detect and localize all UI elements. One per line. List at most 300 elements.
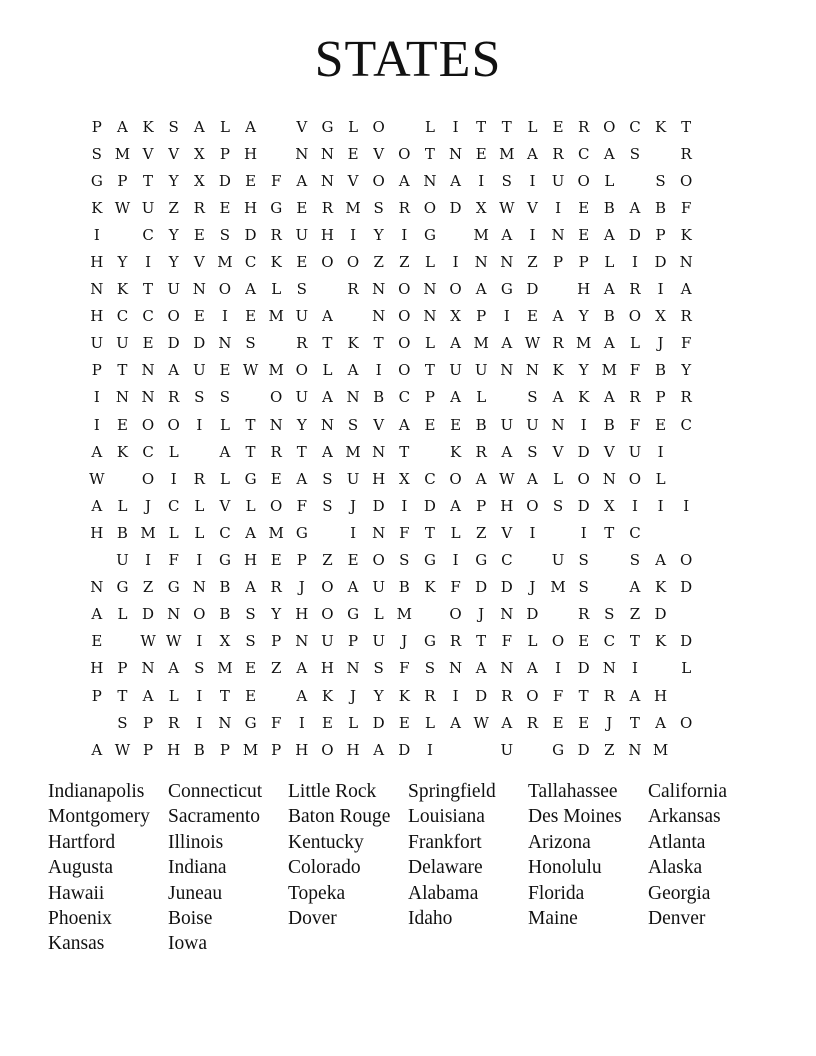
grid-cell: N — [141, 388, 155, 407]
grid-cell: S — [194, 388, 205, 407]
grid-cell: E — [91, 632, 103, 651]
grid-cell: X — [398, 469, 410, 488]
grid-row — [84, 574, 699, 601]
word-list-item: Topeka — [288, 882, 346, 904]
grid-cell: O — [167, 415, 180, 434]
grid-cell: B — [116, 523, 128, 542]
grid-cell: Z — [399, 253, 410, 272]
grid-cell: K — [578, 388, 590, 407]
grid-cell: K — [270, 253, 282, 272]
grid-cell: I — [631, 659, 638, 678]
grid-cell: A — [501, 334, 513, 353]
word-list-item: Dover — [288, 908, 337, 930]
grid-cell: W — [89, 469, 105, 488]
grid-cell: E — [655, 415, 667, 434]
grid-cell: S — [245, 334, 256, 353]
grid-cell: G — [347, 605, 360, 624]
grid-cell: U — [500, 740, 514, 759]
grid-cell: P — [476, 496, 487, 515]
grid-cell: L — [553, 469, 564, 488]
grid-cell: P — [143, 713, 154, 732]
grid-cell: N — [167, 605, 181, 624]
grid-cell: O — [270, 496, 283, 515]
grid-cell: L — [168, 523, 179, 542]
grid-cell — [315, 280, 341, 298]
grid-cell: L — [424, 713, 435, 732]
grid-cell: E — [424, 415, 436, 434]
grid-cell: T — [322, 334, 333, 353]
grid-cell: Z — [270, 659, 282, 678]
grid-cell: O — [398, 334, 411, 353]
grid-cell: J — [606, 713, 613, 732]
grid-cell: H — [90, 523, 104, 542]
grid-cell — [648, 524, 674, 542]
grid-cell: R — [270, 578, 282, 597]
grid-cell: H — [577, 280, 591, 299]
grid-cell: C — [142, 442, 154, 461]
grid-cell: A — [629, 578, 641, 597]
grid-cell: P — [655, 225, 666, 244]
grid-cell: E — [245, 659, 257, 678]
grid-cell — [648, 145, 674, 163]
grid-cell: A — [603, 225, 615, 244]
grid-cell: A — [450, 388, 461, 407]
grid-cell: E — [321, 713, 333, 732]
word-list-item: Florida — [528, 882, 585, 904]
grid-cell: G — [500, 280, 513, 299]
grid-cell: M — [217, 253, 233, 272]
grid-cell: I — [221, 307, 228, 326]
grid-cell: F — [501, 632, 513, 651]
grid-cell: F — [552, 686, 564, 705]
grid-cell: G — [552, 740, 565, 759]
grid-cell: M — [242, 740, 259, 759]
grid-cell: K — [654, 578, 667, 597]
grid-cell: U — [474, 361, 488, 380]
grid-cell: D — [577, 740, 590, 759]
grid-cell: S — [296, 280, 307, 299]
grid-cell: E — [578, 632, 590, 651]
grid-cell: Z — [527, 253, 538, 272]
grid-cell: E — [296, 198, 308, 217]
grid-cell: V — [219, 496, 231, 515]
grid-row — [84, 113, 699, 140]
grid-cell — [597, 578, 623, 596]
grid-cell: Y — [296, 415, 307, 434]
grid-cell: O — [398, 144, 411, 163]
grid-cell: S — [629, 551, 641, 570]
grid-cell: O — [346, 253, 360, 272]
grid-cell: L — [476, 388, 487, 407]
grid-cell: I — [401, 225, 408, 244]
grid-cell: L — [527, 632, 538, 651]
grid-cell: O — [526, 496, 539, 515]
grid-cell: F — [680, 334, 692, 353]
grid-cell: I — [555, 659, 562, 678]
grid-cell: A — [245, 578, 256, 597]
grid-row — [84, 248, 699, 275]
grid-cell: E — [116, 415, 128, 434]
grid-cell: M — [396, 605, 412, 624]
grid-cell: X — [655, 307, 666, 326]
grid-row — [84, 736, 699, 763]
grid-cell: J — [401, 632, 408, 651]
grid-cell: D — [680, 578, 693, 597]
grid-cell: O — [577, 171, 590, 190]
word-list-item: Hawaii — [48, 882, 105, 904]
grid-cell: D — [500, 578, 513, 597]
grid-cell: R — [680, 144, 692, 163]
grid-cell: R — [296, 334, 308, 353]
grid-cell: J — [350, 496, 357, 515]
grid-cell: A — [398, 415, 410, 434]
grid-cell — [443, 741, 469, 759]
grid-cell: Z — [373, 253, 384, 272]
grid-cell: C — [501, 551, 513, 570]
grid-cell: R — [680, 388, 692, 407]
grid-cell: Z — [604, 740, 615, 759]
grid-cell: N — [423, 307, 437, 326]
grid-cell: N — [500, 605, 514, 624]
grid-cell: E — [347, 551, 359, 570]
grid-cell: U — [551, 171, 565, 190]
grid-cell — [417, 443, 443, 461]
grid-cell: G — [90, 171, 103, 190]
word-list-item: Montgomery — [48, 806, 150, 828]
grid-cell: U — [116, 551, 129, 570]
grid-cell: Z — [322, 551, 333, 570]
grid-cell: B — [398, 578, 410, 597]
grid-cell: C — [142, 307, 154, 326]
grid-cell: A — [296, 686, 308, 705]
grid-cell: W — [473, 713, 489, 732]
grid-cell — [545, 280, 571, 298]
grid-cell: E — [296, 253, 308, 272]
grid-cell: L — [219, 415, 230, 434]
grid-cell: K — [91, 198, 103, 217]
grid-cell: M — [268, 307, 284, 326]
word-list — [48, 779, 768, 957]
grid-cell: I — [452, 117, 459, 136]
grid-cell: I — [580, 415, 587, 434]
grid-cell: R — [193, 469, 205, 488]
grid-cell: F — [270, 713, 282, 732]
word-list-item: Delaware — [408, 857, 483, 879]
grid-cell: B — [219, 578, 231, 597]
grid-cell: T — [373, 334, 384, 353]
grid-cell: L — [168, 686, 179, 705]
grid-cell: I — [503, 307, 510, 326]
grid-cell: W — [242, 361, 259, 380]
grid-cell: N — [218, 713, 232, 732]
grid-cell: I — [529, 225, 536, 244]
grid-cell: I — [196, 551, 203, 570]
grid-cell: A — [91, 496, 103, 515]
grid-cell: U — [449, 361, 462, 380]
grid-cell — [84, 551, 110, 569]
grid-cell: E — [578, 225, 590, 244]
grid-cell: A — [475, 280, 487, 299]
grid-cell — [648, 659, 674, 677]
grid-cell: L — [527, 117, 538, 136]
grid-cell: V — [552, 442, 564, 461]
grid-cell: Z — [629, 605, 641, 624]
grid-cell: O — [680, 713, 693, 732]
grid-cell: A — [527, 469, 538, 488]
grid-cell: R — [552, 334, 564, 353]
grid-cell: D — [372, 496, 385, 515]
grid-row — [84, 140, 699, 167]
grid-cell: S — [245, 605, 256, 624]
grid-cell — [622, 172, 648, 190]
grid-cell: A — [91, 442, 103, 461]
grid-cell: L — [604, 171, 615, 190]
grid-cell: N — [115, 388, 129, 407]
grid-cell: K — [424, 578, 436, 597]
grid-cell: L — [373, 605, 384, 624]
grid-cell: D — [654, 253, 667, 272]
grid-cell: R — [424, 686, 436, 705]
grid-cell: O — [526, 686, 539, 705]
grid-cell: I — [683, 496, 690, 515]
grid-cell: O — [321, 253, 334, 272]
grid-cell: A — [296, 469, 308, 488]
grid-cell: T — [143, 171, 154, 190]
grid-cell: W — [114, 198, 131, 217]
grid-cell: C — [142, 225, 154, 244]
grid-cell: S — [399, 551, 410, 570]
grid-cell: M — [345, 198, 361, 217]
grid-cell: B — [219, 605, 231, 624]
grid-cell: V — [603, 442, 615, 461]
grid-cell: U — [295, 388, 309, 407]
grid-row — [84, 330, 699, 357]
grid-cell: Y — [578, 361, 589, 380]
grid-cell: Z — [142, 578, 154, 597]
grid-cell: F — [296, 496, 308, 515]
grid-cell: F — [629, 361, 641, 380]
grid-cell: I — [93, 388, 100, 407]
grid-cell: V — [373, 415, 385, 434]
grid-cell — [673, 470, 699, 488]
grid-cell: G — [116, 578, 129, 597]
grid-cell: M — [652, 740, 669, 759]
grid-cell: N — [269, 415, 283, 434]
grid-cell: O — [372, 171, 385, 190]
grid-cell — [494, 388, 520, 406]
grid-cell: A — [552, 307, 564, 326]
grid-cell: P — [219, 144, 230, 163]
grid-cell: G — [218, 551, 231, 570]
grid-cell: A — [168, 361, 180, 380]
grid-cell: U — [321, 632, 334, 651]
grid-cell — [417, 605, 443, 623]
grid-cell: M — [140, 523, 156, 542]
grid-cell: S — [424, 659, 436, 678]
grid-cell: N — [602, 659, 616, 678]
grid-cell: P — [553, 253, 564, 272]
grid-cell — [468, 741, 494, 759]
word-list-item: Alabama — [408, 882, 479, 904]
grid-cell: I — [657, 280, 664, 299]
grid-cell: R — [449, 632, 462, 651]
grid-cell: H — [167, 740, 181, 759]
grid-cell: U — [500, 415, 514, 434]
grid-cell: U — [90, 334, 104, 353]
grid-cell: L — [117, 496, 128, 515]
grid-cell: R — [680, 307, 692, 326]
grid-cell: N — [551, 415, 565, 434]
grid-cell: P — [219, 740, 230, 759]
word-list-item: Frankfort — [408, 831, 482, 853]
grid-cell: N — [423, 280, 437, 299]
grid-row — [84, 357, 699, 384]
grid-cell — [673, 687, 699, 705]
grid-cell — [520, 741, 546, 759]
grid-cell: G — [167, 578, 180, 597]
grid-row — [84, 519, 699, 546]
grid-cell: R — [526, 713, 539, 732]
grid-cell: P — [91, 117, 102, 136]
grid-cell: S — [322, 469, 333, 488]
grid-cell: B — [193, 740, 205, 759]
grid-cell: K — [347, 334, 359, 353]
grid-cell: Y — [373, 225, 384, 244]
grid-cell: I — [93, 225, 100, 244]
grid-cell: N — [90, 280, 104, 299]
grid-cell: O — [680, 551, 693, 570]
grid-cell: M — [217, 659, 233, 678]
grid-cell — [392, 118, 418, 136]
grid-cell: A — [91, 740, 103, 759]
grid-cell: Y — [578, 307, 589, 326]
grid-cell: K — [398, 686, 410, 705]
grid-cell: L — [604, 253, 615, 272]
word-list-item: Arizona — [528, 831, 591, 853]
grid-cell: L — [194, 523, 205, 542]
grid-cell: I — [452, 686, 459, 705]
grid-cell: N — [525, 361, 539, 380]
grid-cell: U — [372, 632, 386, 651]
grid-cell: N — [218, 334, 232, 353]
grid-cell: A — [347, 361, 359, 380]
grid-cell: C — [680, 415, 692, 434]
grid-cell: T — [501, 117, 512, 136]
grid-cell: N — [320, 144, 334, 163]
grid-cell: K — [654, 632, 667, 651]
grid-cell: S — [347, 415, 359, 434]
grid-cell: J — [350, 686, 357, 705]
grid-row — [84, 438, 699, 465]
grid-cell: T — [424, 523, 435, 542]
grid-row — [84, 465, 699, 492]
grid-cell: N — [551, 225, 565, 244]
grid-cell: A — [245, 280, 256, 299]
grid-row — [84, 194, 699, 221]
grid-cell: C — [577, 144, 590, 163]
grid-cell: V — [373, 144, 385, 163]
grid-row — [84, 601, 699, 628]
grid-cell: K — [552, 361, 564, 380]
grid-cell: U — [192, 361, 206, 380]
word-list-item: Springfield — [408, 781, 496, 802]
grid-cell: O — [372, 117, 385, 136]
grid-cell — [110, 632, 136, 650]
grid-cell: O — [218, 280, 232, 299]
grid-cell: P — [143, 740, 154, 759]
grid-cell: H — [346, 740, 360, 759]
word-list-item: Denver — [648, 908, 706, 930]
grid-cell: N — [372, 307, 386, 326]
grid-cell: E — [219, 361, 231, 380]
grid-cell: B — [603, 198, 615, 217]
grid-cell: R — [321, 198, 334, 217]
grid-row — [84, 411, 699, 438]
grid-cell: S — [629, 144, 641, 163]
grid-cell: N — [141, 659, 155, 678]
grid-cell: F — [399, 659, 410, 678]
grid-cell: A — [347, 578, 359, 597]
grid-cell: S — [552, 496, 564, 515]
grid-cell: B — [655, 361, 667, 380]
grid-cell: T — [681, 117, 692, 136]
grid-cell: S — [91, 144, 102, 163]
grid-cell: C — [244, 253, 257, 272]
word-list-item: California — [648, 781, 728, 802]
grid-cell: A — [603, 144, 615, 163]
word-list-item: Juneau — [168, 882, 223, 904]
grid-cell: B — [373, 388, 385, 407]
grid-cell: D — [193, 334, 206, 353]
grid-cell: I — [657, 442, 664, 461]
grid-cell: N — [295, 632, 309, 651]
grid-cell: D — [654, 605, 667, 624]
grid-cell: E — [142, 334, 154, 353]
grid-row — [84, 682, 699, 709]
grid-cell: W — [140, 632, 156, 651]
grid-cell: X — [450, 307, 461, 326]
grid-cell: H — [320, 659, 334, 678]
grid-cell: M — [576, 334, 592, 353]
grid-cell: N — [449, 659, 463, 678]
grid-cell: I — [145, 551, 152, 570]
grid-cell: G — [423, 551, 436, 570]
grid-cell: N — [372, 442, 386, 461]
grid-cell: F — [399, 523, 410, 542]
grid-cell: P — [424, 388, 435, 407]
grid-cell: H — [295, 740, 309, 759]
grid-cell: F — [629, 415, 641, 434]
grid-cell: O — [167, 307, 180, 326]
grid-cell: E — [245, 307, 257, 326]
grid-cell: E — [526, 307, 538, 326]
word-list-item: Idaho — [408, 908, 453, 930]
grid-cell: Y — [271, 605, 282, 624]
word-list-item: Louisiana — [408, 806, 485, 828]
grid-cell: E — [219, 198, 231, 217]
grid-cell: R — [501, 686, 513, 705]
grid-cell: P — [476, 307, 487, 326]
grid-cell: A — [322, 307, 333, 326]
grid-cell: C — [116, 307, 129, 326]
grid-cell — [443, 226, 469, 244]
grid-cell: D — [449, 198, 462, 217]
grid-cell: A — [296, 171, 308, 190]
grid-row — [84, 384, 699, 411]
grid-cell: A — [501, 225, 513, 244]
word-list-item: Hartford — [48, 831, 116, 853]
grid-cell: O — [603, 117, 616, 136]
